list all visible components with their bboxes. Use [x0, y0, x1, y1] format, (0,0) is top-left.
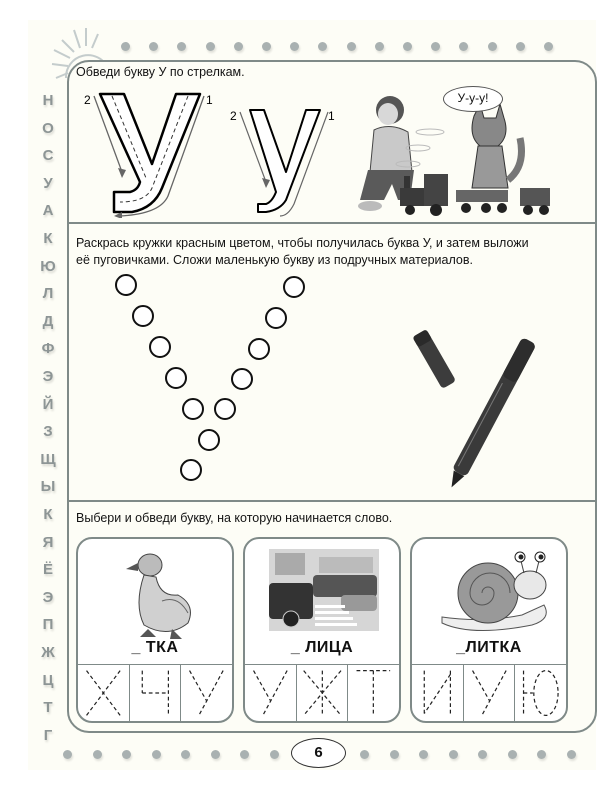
- colorable-circle[interactable]: [248, 338, 270, 360]
- word-prompt: _ ТКА: [131, 639, 179, 656]
- border-dot: [537, 750, 546, 759]
- letter-option[interactable]: [78, 665, 130, 721]
- section3-instruction: Выбери и обведи букву, на которую начинается слово.: [76, 511, 393, 525]
- stroke-label-2: 2: [84, 93, 91, 107]
- letter-option[interactable]: [181, 665, 232, 721]
- border-dot: [152, 750, 161, 759]
- section-divider-1: [67, 222, 597, 224]
- colorable-circle[interactable]: [231, 368, 253, 390]
- colorable-circle[interactable]: [180, 459, 202, 481]
- speech-bubble: У-у-у!: [443, 86, 503, 112]
- border-dot: [419, 750, 428, 759]
- colorable-circle[interactable]: [283, 276, 305, 298]
- border-dot: [290, 42, 299, 51]
- letter-option[interactable]: [348, 665, 399, 721]
- word-prompt: _ЛИТКА: [456, 639, 522, 656]
- border-dot: [360, 750, 369, 759]
- side-letter: Ы: [40, 478, 56, 496]
- side-letter: Д: [42, 312, 54, 330]
- word-card-snail: [410, 537, 568, 723]
- border-dot: [63, 750, 72, 759]
- side-letter: Л: [42, 285, 54, 303]
- stroke-label-1-small: 1: [328, 109, 335, 123]
- side-letter: Ж: [41, 644, 55, 661]
- border-dot: [206, 42, 215, 51]
- side-letter: Э: [42, 588, 54, 606]
- border-dot: [478, 750, 487, 759]
- side-letter: П: [42, 616, 54, 634]
- word-card-duck: [76, 537, 234, 723]
- border-dot: [449, 750, 458, 759]
- border-dot: [121, 42, 130, 51]
- side-letter: К: [43, 506, 53, 523]
- section2-instruction: [76, 235, 529, 269]
- side-letter: Ю: [40, 257, 56, 275]
- border-dot: [390, 750, 399, 759]
- side-letter: Ц: [42, 671, 54, 689]
- side-letter: Ё: [42, 561, 54, 579]
- colorable-circle[interactable]: [115, 274, 137, 296]
- letter-option[interactable]: [464, 665, 516, 721]
- side-letter: Э: [42, 368, 54, 385]
- border-dot: [403, 42, 412, 51]
- side-letter: З: [43, 423, 53, 441]
- letter-option[interactable]: [515, 665, 566, 721]
- letter-option[interactable]: [412, 665, 464, 721]
- letter-options: [245, 664, 399, 721]
- border-dot: [149, 42, 158, 51]
- border-dot: [459, 42, 468, 51]
- border-dot: [270, 750, 279, 759]
- colorable-circle[interactable]: [265, 307, 287, 329]
- colorable-circle[interactable]: [198, 429, 220, 451]
- section-divider-2: [67, 500, 597, 502]
- side-letter: Г: [43, 726, 53, 744]
- page-number: 6: [291, 738, 346, 768]
- section1-instruction: Обведи букву У по стрелкам.: [76, 65, 245, 79]
- side-letter: Н: [42, 92, 54, 109]
- border-dot: [375, 42, 384, 51]
- street-picture: [245, 545, 401, 641]
- letter-option[interactable]: [245, 665, 297, 721]
- big-letter-u-tracing[interactable]: [80, 88, 220, 218]
- side-letter: К: [43, 230, 53, 247]
- word-prompt: _ ЛИЦА: [290, 639, 354, 656]
- border-dot: [516, 42, 525, 51]
- border-dot: [122, 750, 131, 759]
- border-dot: [234, 42, 243, 51]
- colorable-circle[interactable]: [214, 398, 236, 420]
- stroke-label-1: 1: [206, 93, 213, 107]
- side-letter: Я: [42, 533, 54, 551]
- small-letter-u-tracing[interactable]: [228, 104, 338, 219]
- word-card-street: [243, 537, 401, 723]
- colorable-circle[interactable]: [165, 367, 187, 389]
- border-dot: [177, 42, 186, 51]
- stroke-label-2-small: 2: [230, 109, 237, 123]
- border-dot: [211, 750, 220, 759]
- duck-picture: [78, 545, 234, 641]
- letter-options: [78, 664, 232, 721]
- side-letter: Т: [43, 699, 53, 717]
- colorable-circle[interactable]: [182, 398, 204, 420]
- side-letter: Ф: [41, 340, 55, 358]
- border-dot: [508, 750, 517, 759]
- side-letter: Й: [42, 395, 54, 413]
- letter-options: [412, 664, 566, 721]
- border-dot: [567, 750, 576, 759]
- border-dot: [431, 42, 440, 51]
- side-letter: О: [42, 119, 54, 137]
- section2-instruction-line1: Раскрась кружки красным цветом, чтобы получилась буква У, и затем выложи: [76, 236, 529, 250]
- snail-picture: [412, 545, 568, 641]
- colorable-circle[interactable]: [132, 305, 154, 327]
- side-letter: А: [42, 202, 54, 220]
- side-letter: У: [43, 174, 53, 192]
- border-dot: [488, 42, 497, 51]
- side-letter: Щ: [40, 450, 56, 468]
- section2-instruction-line2: её пуговичками. Сложи маленькую букву из подручных материалов.: [76, 253, 473, 267]
- border-dot: [318, 42, 327, 51]
- colorable-circle[interactable]: [149, 336, 171, 358]
- letter-option[interactable]: [297, 665, 349, 721]
- border-dot: [262, 42, 271, 51]
- border-dot: [544, 42, 553, 51]
- letter-option[interactable]: [130, 665, 182, 721]
- side-letter: С: [42, 147, 54, 165]
- marker-pens-illustration: [400, 325, 550, 490]
- border-dot: [240, 750, 249, 759]
- border-dot: [93, 750, 102, 759]
- border-dot: [181, 750, 190, 759]
- border-dot: [347, 42, 356, 51]
